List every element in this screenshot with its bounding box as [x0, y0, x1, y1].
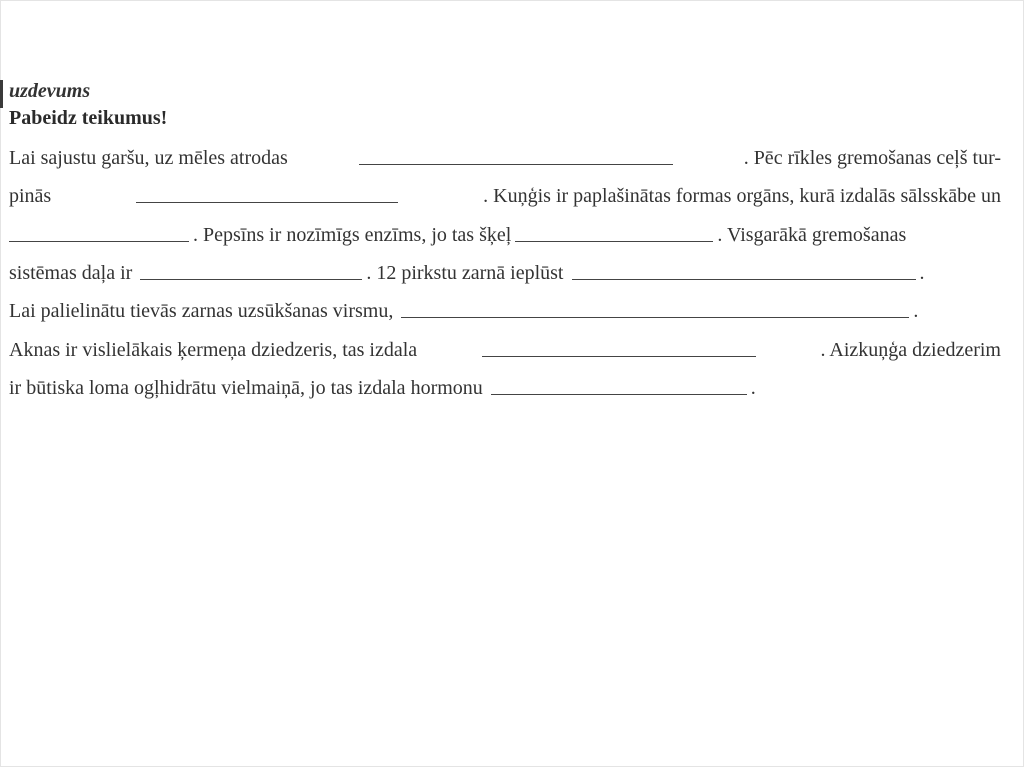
- sentence-line-5: [9, 298, 1001, 324]
- answer-blank-6[interactable]: [572, 261, 916, 280]
- text-segment: .: [913, 300, 919, 322]
- text-segment: ir būtiska loma ogļhidrātu vielmaiņā, jo tas izdala hormonu: [9, 377, 483, 399]
- text-segment: . Kuņģis ir paplašinātas formas orgāns, kurā izdalās sālsskābe un: [483, 185, 1001, 207]
- sentence-line-4: [9, 260, 1001, 286]
- edge-mark: [0, 80, 3, 108]
- sentence-line-3: [9, 222, 1001, 248]
- sentence-line-1: [9, 145, 1001, 171]
- answer-blank-7[interactable]: [401, 299, 909, 318]
- answer-blank-2[interactable]: [136, 184, 398, 203]
- text-segment: . Aizkuņģa dziedzerim: [820, 339, 1001, 361]
- answer-blank-8[interactable]: [482, 338, 756, 357]
- text-segment: Aknas ir vislielākais ķermeņa dziedzeris, tas izdala: [9, 339, 418, 361]
- text-segment: .: [750, 377, 756, 399]
- answer-blank-1[interactable]: [359, 146, 673, 165]
- task-instruction: Pabeidz teikumus!: [9, 107, 168, 129]
- answer-blank-4[interactable]: [515, 223, 713, 242]
- text-segment: pinās: [9, 185, 52, 207]
- text-segment: . Pēc rīkles gremošanas ceļš tur-: [743, 147, 1001, 169]
- sentence-line-6: [9, 337, 1001, 363]
- answer-blank-9[interactable]: [491, 376, 747, 395]
- text-segment: . 12 pirkstu zarnā ieplūst: [366, 262, 564, 284]
- text-segment: . Visgarākā gremošanas: [717, 224, 907, 246]
- text-segment: . Pepsīns ir nozīmīgs enzīms, jo tas šķeļ: [193, 224, 512, 246]
- text-segment: sistēmas daļa ir: [9, 262, 133, 284]
- text-segment: Lai sajustu garšu, uz mēles atrodas: [9, 147, 288, 169]
- text-segment: .: [919, 262, 925, 284]
- answer-blank-5[interactable]: [140, 261, 362, 280]
- text-segment: Lai palielinātu tievās zarnas uzsūkšanas virsmu,: [9, 300, 394, 322]
- answer-blank-3[interactable]: [9, 223, 189, 242]
- sentence-line-7: [9, 375, 1001, 401]
- task-label: uzdevums: [9, 80, 91, 102]
- sentence-line-2: [9, 183, 1001, 209]
